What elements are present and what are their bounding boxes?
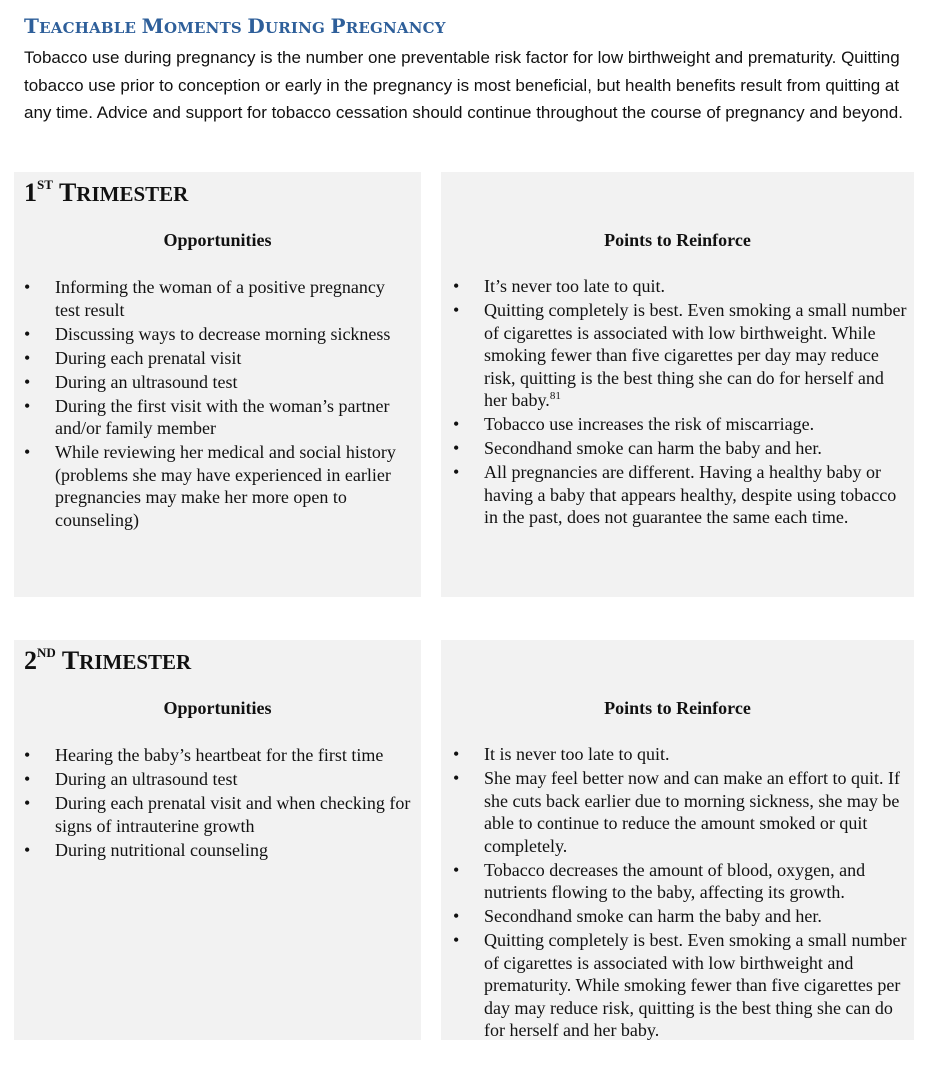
trimester-letter: T bbox=[58, 178, 77, 207]
list-item-text: Quitting completely is best. Even smoking a small number of cigarettes is associated with low birthweight. While smoking fewer than five cigarettes per day may reduce risk, quitting is the best thing she can do for herself and her baby. bbox=[484, 300, 907, 410]
opportunities-list bbox=[14, 744, 414, 863]
list-item bbox=[443, 299, 908, 412]
title-part: REGNANCY bbox=[345, 19, 446, 37]
points-list bbox=[443, 743, 908, 1043]
first-trimester-points-panel bbox=[441, 172, 914, 597]
points-heading: Points to Reinforce bbox=[604, 698, 751, 718]
list-item: • Discussing ways to decrease morning sickness bbox=[14, 323, 414, 346]
points-heading: Points to Reinforce bbox=[604, 230, 751, 250]
trimester-number: 1 bbox=[24, 178, 37, 207]
opportunities-list bbox=[14, 276, 414, 533]
list-item: • During an ultrasound test bbox=[14, 768, 414, 791]
title-letter: T bbox=[24, 14, 40, 38]
points-list bbox=[443, 275, 908, 530]
footnote-marker: 81 bbox=[549, 390, 561, 402]
title-part: URING bbox=[264, 19, 331, 37]
second-trimester-opportunities-panel bbox=[14, 640, 421, 1040]
list-item: • Hearing the baby’s heartbeat for the first time bbox=[14, 744, 414, 767]
list-item: • Quitting completely is best. Even smoking a small number of cigarettes is associated with low birthweight and prematurity. While smoking fewer than five cigarettes per day may reduce risk, quitting is the best thing she can do for herself and her baby. bbox=[443, 929, 908, 1042]
trimester-word: RIMESTER bbox=[76, 182, 189, 206]
list-item: • Secondhand smoke can harm the baby and her. bbox=[443, 905, 908, 928]
list-item: • While reviewing her medical and social history (problems she may have experienced in earlier pregnancies may make her more open to counseling) bbox=[14, 441, 414, 531]
opportunities-heading: Opportunities bbox=[163, 230, 272, 250]
trimester-word: RIMESTER bbox=[79, 650, 192, 674]
intro-paragraph: Tobacco use during pregnancy is the number one preventable risk factor for low birthweight and prematurity. Quitting tobacco use prior to conception or early in the pregnancy is most beneficial, but health benefits result from quitting at any time. Advice and support for tobacco cessation should continue throughout the course of pregnancy and beyond. bbox=[24, 48, 903, 122]
title-letter: D bbox=[247, 14, 265, 38]
opportunities-heading: Opportunities bbox=[163, 698, 272, 718]
trimester-suffix: ST bbox=[37, 177, 53, 193]
first-trimester-opportunities-panel bbox=[14, 172, 421, 597]
list-item: • During the first visit with the woman’s partner and/or family member bbox=[14, 395, 414, 440]
list-item: • During nutritional counseling bbox=[14, 839, 414, 862]
second-trimester-points-panel bbox=[441, 640, 914, 1040]
trimester-number: 2 bbox=[24, 646, 37, 675]
list-item: • Informing the woman of a positive pregnancy test result bbox=[14, 276, 414, 321]
title-part: EACHABLE bbox=[39, 19, 142, 37]
title-part: OMENTS bbox=[163, 19, 248, 37]
first-trimester-heading bbox=[24, 178, 188, 208]
list-item: • All pregnancies are different. Having a healthy baby or having a baby that appears healthy, despite using tobacco in the past, does not guarantee the same each time. bbox=[443, 461, 908, 529]
title-letter: P bbox=[330, 14, 346, 38]
list-item: • She may feel better now and can make an effort to quit. If she cuts back earlier due to morning sickness, she may be able to continue to reduce the amount smoked or quit completely. bbox=[443, 767, 908, 857]
list-item: • Tobacco decreases the amount of blood, oxygen, and nutrients flowing to the baby, affecting its growth. bbox=[443, 859, 908, 904]
list-item: • During each prenatal visit bbox=[14, 347, 414, 370]
list-item: • It’s never too late to quit. bbox=[443, 275, 908, 298]
trimester-suffix: ND bbox=[37, 645, 56, 661]
trimester-letter: T bbox=[61, 646, 80, 675]
page-title bbox=[24, 14, 446, 38]
list-item: • Tobacco use increases the risk of miscarriage. bbox=[443, 413, 908, 436]
list-item: • During each prenatal visit and when checking for signs of intrauterine growth bbox=[14, 792, 414, 837]
list-item: • It is never too late to quit. bbox=[443, 743, 908, 766]
second-trimester-heading bbox=[24, 646, 191, 676]
list-item: • Secondhand smoke can harm the baby and her. bbox=[443, 437, 908, 460]
title-letter: M bbox=[141, 14, 164, 38]
list-item: • During an ultrasound test bbox=[14, 371, 414, 394]
